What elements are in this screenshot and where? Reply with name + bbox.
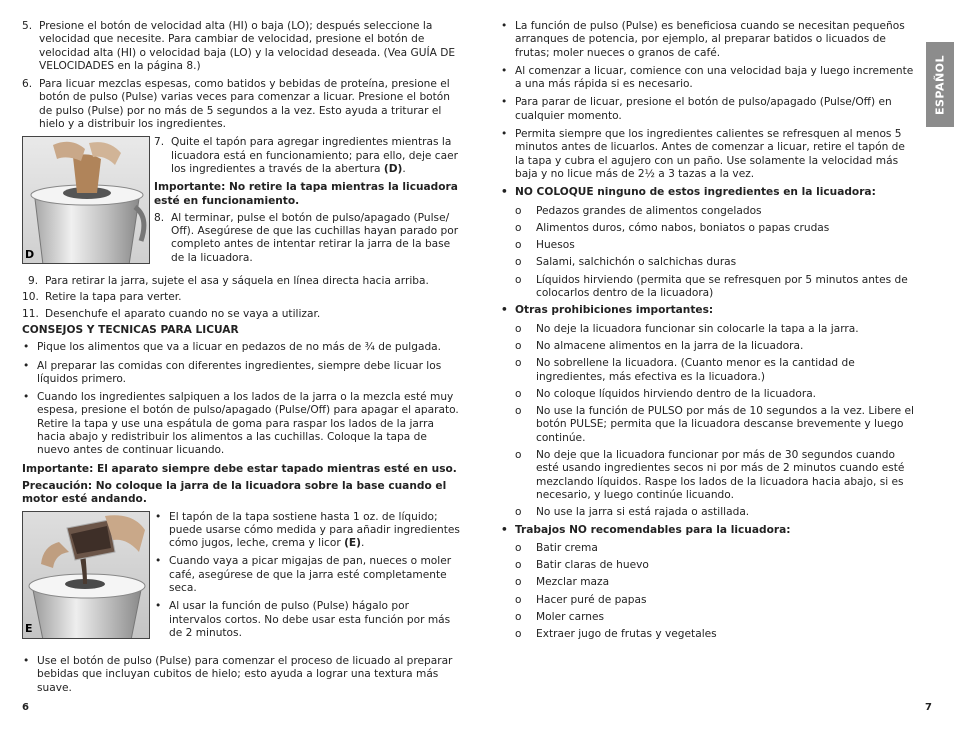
- list-item: o Alimentos duros, cómo nabos, boniatos o papas crudas: [515, 221, 830, 234]
- bullet-icon: •: [23, 359, 30, 372]
- bullet-icon: •: [501, 186, 508, 199]
- step-11: [22, 308, 462, 321]
- step-text: Para licuar mezclas espesas, como batidos y bebidas de proteína, presione el botón de pulso (Pulse) varias veces para comenzar a licuar. Presione el botón de pulso (Pulse) por no más de 5 segundos a la vez. Esto ayuda a triturar el hielo y a distribuir los ingredientes.: [39, 78, 450, 131]
- step-number: 10.: [22, 291, 39, 304]
- figure-e-block: [22, 511, 462, 646]
- figure-d-text: [150, 136, 462, 270]
- pouring-liquid-illustration: [23, 512, 150, 639]
- list-item: o Hacer puré de papas: [515, 593, 647, 606]
- figure-d-block: [22, 136, 462, 270]
- figure-e-text: [150, 511, 462, 646]
- otras-heading: • Otras prohibiciones importantes:: [501, 304, 714, 317]
- sub-bullet-icon: o: [515, 506, 522, 519]
- sub-bullet-icon: o: [515, 357, 522, 370]
- bullet-icon: •: [501, 96, 508, 109]
- list-item: • Use el botón de pulso (Pulse) para comenzar el proceso de licuado al preparar bebidas que incluyan cubitos de hielo; esto ayuda a lograr una textura más suave.: [23, 655, 453, 694]
- figure-letter: E: [25, 622, 33, 636]
- bullet-icon: •: [501, 523, 508, 536]
- list-item: o Mezclar maza: [515, 576, 610, 589]
- list-item: o No almacene alimentos en la jarra de la licuadora.: [515, 339, 804, 352]
- list-item: o No use la función de PULSO por más de 10 segundos a la vez. Libere el botón PULSE; permita que la licuadora descanse brevemente y luego continúe.: [515, 405, 914, 444]
- sub-bullet-icon: o: [515, 204, 522, 217]
- sub-bullet-icon: o: [515, 221, 522, 234]
- trabajos-list: [500, 542, 915, 642]
- step-7: 7. Quite el tapón para agregar ingredientes mientras la licuadora está en funcionamiento; para ello, deje caer los ingredientes a través de la abertura (D).: [154, 136, 458, 175]
- list-item: • Al usar la función de pulso (Pulse) hágalo por intervalos cortos. No debe usar esta función por más de 2 minutos.: [155, 600, 451, 639]
- list-item: o No use la jarra si está rajada o astillada.: [515, 506, 750, 519]
- caution-note: Precaución: No coloque la jarra de la licuadora sobre la base cuando el motor esté andando.: [22, 479, 447, 506]
- blender-adding-ingredient-illustration: [23, 137, 150, 264]
- list-item: o Salami, salchichón o salchichas duras: [515, 256, 737, 269]
- sub-bullet-icon: o: [515, 273, 522, 286]
- list-item: o No coloque líquidos hirviendo dentro de la licuadora.: [515, 387, 817, 400]
- trabajos-heading: • Trabajos NO recomendables para la licuadora:: [501, 523, 791, 536]
- list-item: • La función de pulso (Pulse) es beneficiosa cuando se necesitan pequeños arranques de potencia, por ejemplo, al preparar batidos o licuados de frutas; moler nueces o granos de café.: [501, 20, 905, 59]
- list-item: o Líquidos hirviendo (permita que se refresquen por 5 minutos antes de colocarlos dentro de la licuadora): [515, 273, 908, 300]
- step-number: 6.: [22, 78, 33, 91]
- list-item: o Batir crema: [515, 541, 598, 554]
- figure-letter: D: [25, 248, 35, 262]
- important-note: Importante: No retire la tapa mientras la licuadora esté en funcionamiento.: [154, 181, 458, 207]
- bullet-icon: •: [23, 391, 30, 404]
- figure-reference: (E): [344, 537, 361, 550]
- bullet-icon: •: [501, 128, 508, 141]
- step-number: 9.: [28, 275, 39, 288]
- no-coloque-heading: • NO COLOQUE ninguno de estos ingredientes en la licuadora:: [501, 186, 876, 199]
- list-item: o Pedazos grandes de alimentos congelados: [515, 204, 762, 217]
- last-tip-list: [22, 655, 462, 695]
- sub-bullet-icon: o: [515, 339, 522, 352]
- step-number: 5.: [22, 20, 33, 32]
- list-item: o No sobrellene la licuadora. (Cuanto menor es la cantidad de ingredientes, más efectiva es la licuadora.): [515, 357, 855, 383]
- tips-list: [22, 341, 462, 457]
- sub-bullet-icon: o: [515, 239, 522, 252]
- step-text: Al terminar, pulse el botón de pulso/apagado (Pulse/ Off). Asegúrese de que las cuchillas hayan parado por completo antes de intentar retirar la jarra de la base de la licuadora.: [171, 211, 459, 264]
- list-item: o Moler carnes: [515, 610, 605, 623]
- list-item: • Al comenzar a licuar, comience con una velocidad baja y luego incremente a una más rápida si es necesario.: [501, 64, 914, 91]
- sub-bullet-icon: o: [515, 322, 522, 335]
- bullet-icon: •: [155, 555, 162, 568]
- page-number-right: 7: [925, 702, 932, 713]
- bullet-icon: •: [23, 341, 30, 354]
- figure-reference: (D): [383, 162, 403, 175]
- no-coloque-list: [500, 205, 915, 301]
- list-item: • Cuando los ingredientes salpiquen a los lados de la jarra o la mezcla esté muy espesa, presione el botón de pulso/apagado (Pulse/Off) para apagar el aparato. Retire la tapa y use una espátula de goma para raspar los lados de la jarra hacia abajo y redistribuir los alimentos a las cuchillas. Coloque la tapa de nuevo antes de continuar licuando.: [23, 391, 459, 457]
- bullet-icon: •: [155, 600, 162, 613]
- bullet-icon: •: [501, 304, 508, 317]
- list-item: o Huesos: [515, 239, 575, 252]
- sub-bullet-icon: o: [515, 387, 522, 400]
- step-text: Desenchufe el aparato cuando no se vaya a utilizar.: [45, 307, 321, 320]
- bullet-icon: •: [501, 20, 508, 32]
- list-item: • Al preparar las comidas con diferentes ingredientes, siempre debe licuar los líquidos primero.: [23, 359, 442, 385]
- language-side-tab: [926, 42, 954, 127]
- step-8: [154, 212, 462, 265]
- bullet-icon: •: [155, 510, 162, 523]
- otras-list: [500, 323, 915, 520]
- step-10: [22, 291, 462, 304]
- sub-bullet-icon: o: [515, 628, 522, 641]
- list-item: • El tapón de la tapa sostiene hasta 1 oz. de líquido; puede usarse cómo medida y para añadir ingredientes cómo jugos, leche, crema y licor (E).: [155, 510, 460, 550]
- language-tab-label: ESPAÑOL: [933, 54, 947, 115]
- sub-bullet-icon: o: [515, 593, 522, 606]
- step-9: [22, 275, 462, 288]
- list-item: • Pique los alimentos que va a licuar en pedazos de no más de ¾ de pulgada.: [23, 341, 442, 354]
- list-item: o Batir claras de huevo: [515, 559, 649, 572]
- list-item: • Para parar de licuar, presione el botón de pulso/apagado (Pulse/Off) en cualquier momento.: [501, 96, 892, 122]
- tips-heading: CONSEJOS Y TECNICAS PARA LICUAR: [22, 323, 239, 336]
- step-number: 11.: [22, 307, 39, 320]
- figure-d-photo: [22, 136, 150, 264]
- sub-bullet-icon: o: [515, 449, 522, 462]
- list-item: • Cuando vaya a picar migajas de pan, nueces o moler café, asegúrese de que la jarra esté completamente seca.: [155, 555, 452, 594]
- right-page-column: [500, 20, 915, 646]
- list-item: o No deje que la licuadora funcionar por más de 30 segundos cuando esté usando ingredientes secos ni por más de 2 minutos cuando esté mezclando líquidos. Raspe los lados de la licuadora hacia abajo, si es necesario, y luego continúe licuando.: [515, 449, 905, 501]
- step-number: 7.: [154, 136, 165, 149]
- sub-bullet-icon: o: [515, 576, 522, 589]
- step-text: Presione el botón de velocidad alta (HI) o baja (LO); después seleccione la velocidad que necesite. Para cambiar de velocidad, presione el botón de velocidad alta (HI) o velocidad baja (LO) y la velocidad deseada. (Vea GUÍA DE VELOCIDADES en la página 8.): [39, 20, 456, 72]
- step-text: Quite el tapón para agregar ingredientes mientras la licuadora está en funcionamiento; para ello, deje caer los ingredientes a través de la abertura: [171, 136, 458, 175]
- sub-bullet-icon: o: [515, 405, 522, 418]
- left-page-column: [22, 20, 462, 700]
- step-number: 8.: [154, 211, 165, 224]
- usage-tips-list: [500, 20, 915, 181]
- sub-bullet-icon: o: [515, 541, 522, 554]
- sub-bullet-icon: o: [515, 256, 522, 269]
- step-text: Para retirar la jarra, sujete el asa y sáquela en línea directa hacia arriba.: [45, 275, 429, 288]
- bullet-icon: •: [23, 655, 30, 668]
- list-item: o Extraer jugo de frutas y vegetales: [515, 628, 717, 641]
- sub-bullet-icon: o: [515, 559, 522, 572]
- step-6: [22, 78, 462, 131]
- bullet-icon: •: [501, 64, 508, 77]
- list-item: • Permita siempre que los ingredientes calientes se refresquen al menos 5 minutos antes de licuarlos. Antes de comenzar a licuar, retire el tapón de la tapa y cubra el agujero con un paño. Use solamente la velocidad más baja y no licue más de 2½ a 3 tazas a la vez.: [501, 128, 905, 180]
- important-note-2: Importante: El aparato siempre debe estar tapado mientras esté en uso.: [22, 462, 457, 475]
- page-number-left: 6: [22, 702, 29, 713]
- step-5: [22, 20, 462, 73]
- list-item: o No deje la licuadora funcionar sin colocarle la tapa a la jarra.: [515, 322, 859, 335]
- figure-e-photo: [22, 511, 150, 639]
- step-text: Retire la tapa para verter.: [45, 291, 182, 304]
- sub-bullet-icon: o: [515, 610, 522, 623]
